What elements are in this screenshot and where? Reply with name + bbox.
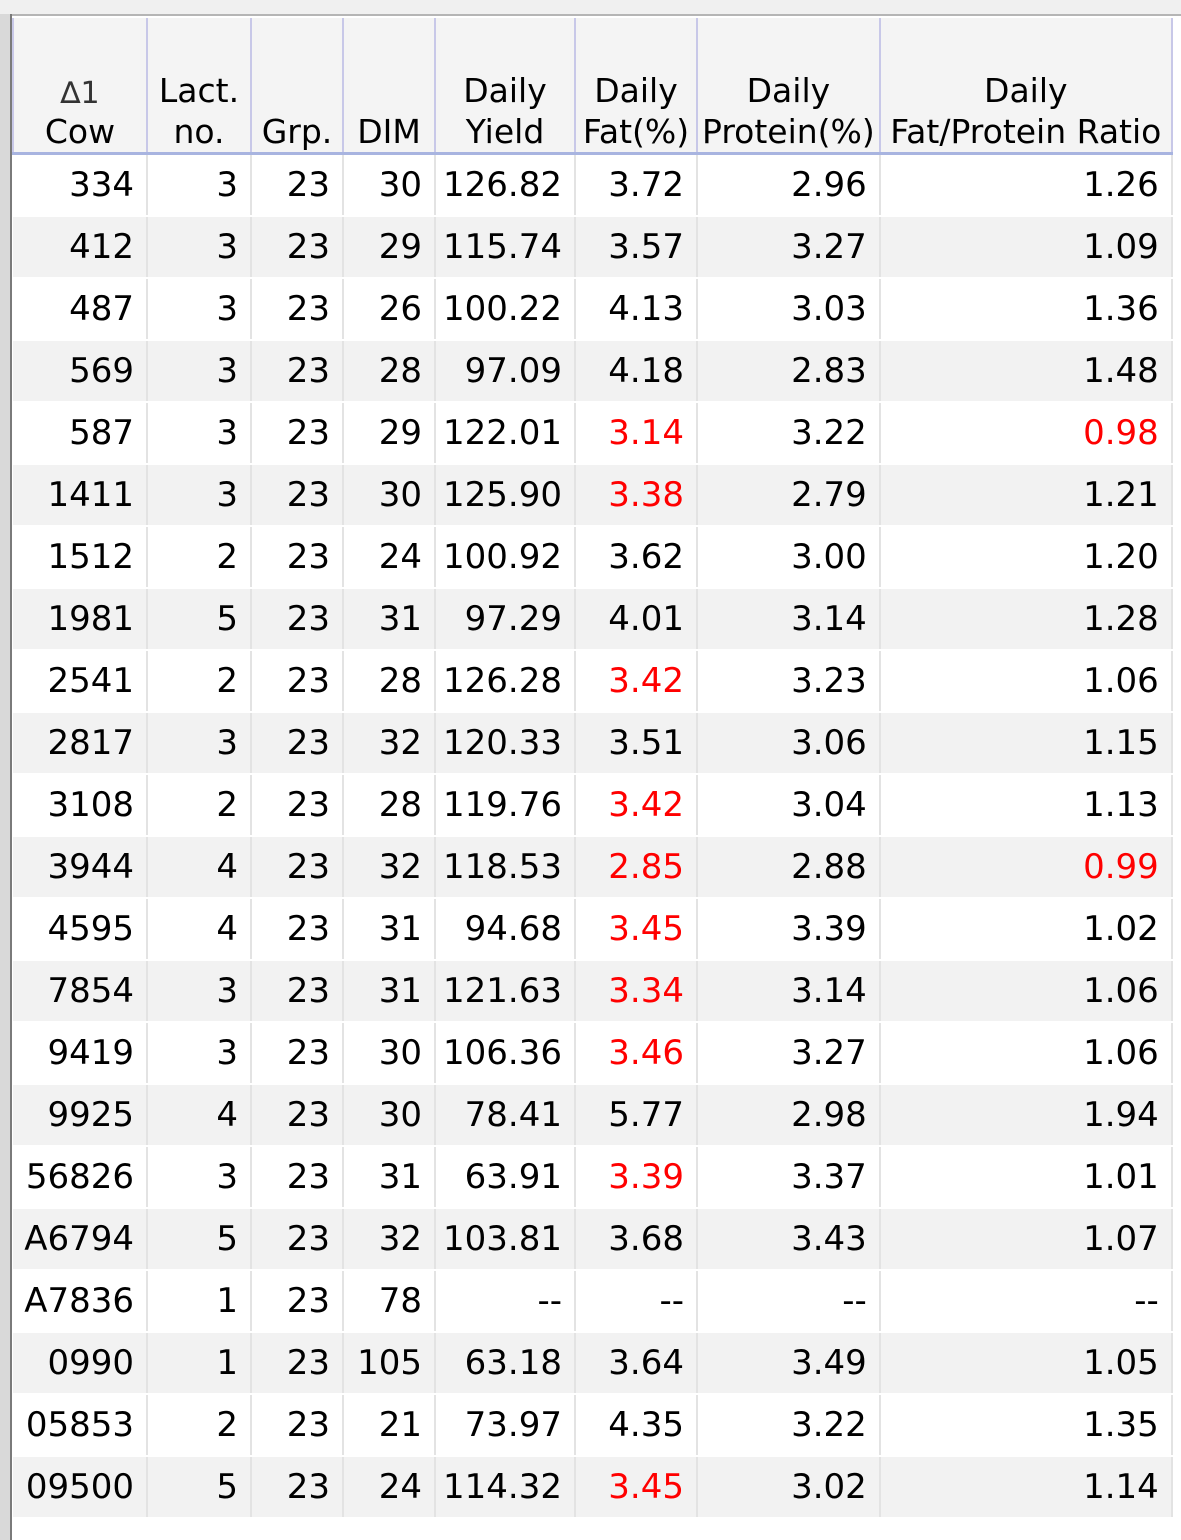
cell-cow: 569	[13, 340, 147, 402]
cell-dim: 24	[343, 526, 435, 588]
column-header-label: Daily	[594, 71, 678, 110]
cell-daily-yield: 125.90	[435, 464, 575, 526]
cell-dim: 21	[343, 1394, 435, 1456]
cell-fat-protein-ratio: 1.20	[880, 526, 1172, 588]
cell-daily-yield: 126.28	[435, 650, 575, 712]
cell-group: 23	[251, 1456, 343, 1518]
table-row[interactable]	[13, 712, 1172, 774]
cell-group: 23	[251, 774, 343, 836]
cell-cow: 3108	[13, 774, 147, 836]
column-header-label: Grp.	[261, 112, 333, 151]
cell-fat-protein-ratio: 1.21	[880, 464, 1172, 526]
cell-cow: 2817	[13, 712, 147, 774]
cell-cow: 56826	[13, 1146, 147, 1208]
cell-group: 23	[251, 1022, 343, 1084]
cell-dim: 32	[343, 1208, 435, 1270]
cell-cow: A6794	[13, 1208, 147, 1270]
cell-daily-yield: 114.32	[435, 1456, 575, 1518]
cell-daily-fat: 3.14	[575, 402, 697, 464]
cell-cow: 7854	[13, 960, 147, 1022]
table-row[interactable]	[13, 1208, 1172, 1270]
cell-daily-fat: 4.18	[575, 340, 697, 402]
column-header-dim[interactable]	[343, 18, 435, 154]
cell-daily-yield: 63.18	[435, 1332, 575, 1394]
cell-daily-yield: 126.82	[435, 154, 575, 217]
cell-daily-fat: 3.64	[575, 1332, 697, 1394]
cell-daily-protein: 3.06	[697, 712, 880, 774]
table-row[interactable]	[13, 402, 1172, 464]
cell-dim: 26	[343, 278, 435, 340]
table-row[interactable]	[13, 154, 1172, 217]
cell-daily-protein: 3.39	[697, 898, 880, 960]
cell-daily-protein: 3.23	[697, 650, 880, 712]
cell-daily-protein: 2.88	[697, 836, 880, 898]
column-header-label: Daily	[746, 71, 831, 110]
table-row[interactable]	[13, 216, 1172, 278]
cell-dim: 31	[343, 1146, 435, 1208]
cell-cow: 334	[13, 154, 147, 217]
cell-lactation: 4	[147, 836, 251, 898]
cell-daily-fat: 3.45	[575, 1456, 697, 1518]
cell-group: 23	[251, 1208, 343, 1270]
cell-daily-yield: 122.01	[435, 402, 575, 464]
column-header-label: Yield	[465, 112, 545, 151]
cell-fat-protein-ratio: 1.48	[880, 340, 1172, 402]
cell-cow: A7836	[13, 1270, 147, 1332]
cell-group: 23	[251, 1270, 343, 1332]
cell-daily-protein: 2.83	[697, 340, 880, 402]
cell-daily-fat: 3.42	[575, 774, 697, 836]
cell-dim: 28	[343, 650, 435, 712]
cell-lactation: 5	[147, 1208, 251, 1270]
table-row[interactable]	[13, 960, 1172, 1022]
cell-fat-protein-ratio: 1.06	[880, 1022, 1172, 1084]
cell-group: 23	[251, 154, 343, 217]
cell-dim: 30	[343, 154, 435, 217]
cell-group: 23	[251, 1084, 343, 1146]
table-row[interactable]	[13, 1270, 1172, 1332]
cell-daily-fat: --	[575, 1270, 697, 1332]
cell-daily-yield: 78.41	[435, 1084, 575, 1146]
cell-fat-protein-ratio: 1.14	[880, 1456, 1172, 1518]
column-header-daily-protein[interactable]	[697, 18, 880, 154]
cell-cow: 0990	[13, 1332, 147, 1394]
cell-daily-yield: 63.91	[435, 1146, 575, 1208]
cell-daily-fat: 4.35	[575, 1394, 697, 1456]
cell-cow: 4595	[13, 898, 147, 960]
cell-lactation: 3	[147, 960, 251, 1022]
cell-lactation: 3	[147, 278, 251, 340]
cell-cow: 412	[13, 216, 147, 278]
column-header-lactation[interactable]	[147, 18, 251, 154]
cell-fat-protein-ratio: 1.35	[880, 1394, 1172, 1456]
cell-lactation: 5	[147, 1456, 251, 1518]
table-row[interactable]	[13, 1022, 1172, 1084]
cell-group: 23	[251, 898, 343, 960]
cell-dim: 32	[343, 836, 435, 898]
cell-daily-protein: 3.03	[697, 278, 880, 340]
cell-cow: 9925	[13, 1084, 147, 1146]
cell-daily-protein: 2.98	[697, 1084, 880, 1146]
cell-daily-yield: 97.09	[435, 340, 575, 402]
cell-daily-fat: 3.46	[575, 1022, 697, 1084]
cell-fat-protein-ratio: 1.06	[880, 960, 1172, 1022]
cell-cow: 587	[13, 402, 147, 464]
cell-group: 23	[251, 836, 343, 898]
column-header-cow[interactable]	[13, 18, 147, 154]
cell-cow: 1981	[13, 588, 147, 650]
cell-cow: 487	[13, 278, 147, 340]
cell-lactation: 4	[147, 898, 251, 960]
table-row[interactable]	[13, 526, 1172, 588]
cell-dim: 30	[343, 1084, 435, 1146]
cell-fat-protein-ratio: 0.98	[880, 402, 1172, 464]
cell-lactation: 3	[147, 216, 251, 278]
cell-fat-protein-ratio: 1.05	[880, 1332, 1172, 1394]
cell-daily-protein: 3.14	[697, 588, 880, 650]
column-header-label: Fat(%)	[582, 112, 690, 151]
cell-daily-fat: 3.68	[575, 1208, 697, 1270]
cell-daily-yield: 121.63	[435, 960, 575, 1022]
cell-daily-protein: 3.22	[697, 1394, 880, 1456]
column-header-daily-yield[interactable]	[435, 18, 575, 154]
table-row[interactable]	[13, 1394, 1172, 1456]
column-header-label: Fat/Protein Ratio	[890, 112, 1162, 151]
table-row[interactable]	[13, 1332, 1172, 1394]
cell-daily-fat: 5.77	[575, 1084, 697, 1146]
cell-fat-protein-ratio: 1.01	[880, 1146, 1172, 1208]
cell-daily-yield: 106.36	[435, 1022, 575, 1084]
cell-group: 23	[251, 1394, 343, 1456]
cell-daily-fat: 2.85	[575, 836, 697, 898]
cell-dim: 29	[343, 216, 435, 278]
cell-daily-protein: 2.96	[697, 154, 880, 217]
cell-lactation: 3	[147, 1146, 251, 1208]
cell-fat-protein-ratio: 1.02	[880, 898, 1172, 960]
cell-cow: 09500	[13, 1456, 147, 1518]
column-header-label: Daily	[984, 71, 1068, 110]
cell-daily-protein: 3.14	[697, 960, 880, 1022]
cell-daily-yield: 119.76	[435, 774, 575, 836]
table-row[interactable]	[13, 588, 1172, 650]
cell-daily-yield: 100.22	[435, 278, 575, 340]
cell-group: 23	[251, 464, 343, 526]
cell-daily-yield: 97.29	[435, 588, 575, 650]
grid-body	[13, 154, 1172, 1519]
cell-dim: 105	[343, 1332, 435, 1394]
cell-fat-protein-ratio: 1.07	[880, 1208, 1172, 1270]
table-row[interactable]	[13, 836, 1172, 898]
cell-cow: 1411	[13, 464, 147, 526]
table-row[interactable]	[13, 340, 1172, 402]
cell-daily-yield: 120.33	[435, 712, 575, 774]
cell-daily-protein: --	[697, 1270, 880, 1332]
cell-daily-protein: 3.22	[697, 402, 880, 464]
cell-lactation: 3	[147, 1022, 251, 1084]
cell-daily-fat: 3.62	[575, 526, 697, 588]
cell-cow: 3944	[13, 836, 147, 898]
column-header-label: Cow	[44, 112, 116, 151]
cell-daily-protein: 3.04	[697, 774, 880, 836]
cell-daily-fat: 3.45	[575, 898, 697, 960]
column-header-fat-protein-ratio[interactable]	[880, 18, 1172, 154]
column-header-label: DIM	[357, 112, 421, 151]
cell-daily-fat: 3.72	[575, 154, 697, 217]
table-row[interactable]	[13, 650, 1172, 712]
cell-daily-yield: --	[435, 1270, 575, 1332]
cell-daily-yield: 115.74	[435, 216, 575, 278]
cell-lactation: 2	[147, 526, 251, 588]
cell-daily-fat: 3.42	[575, 650, 697, 712]
sort-ascending-icon: ∆1	[60, 76, 100, 111]
table-row[interactable]	[13, 1456, 1172, 1518]
cell-fat-protein-ratio: 1.13	[880, 774, 1172, 836]
cell-lactation: 1	[147, 1332, 251, 1394]
cell-group: 23	[251, 340, 343, 402]
cell-lactation: 3	[147, 712, 251, 774]
header-row	[13, 18, 1172, 154]
cell-daily-fat: 3.39	[575, 1146, 697, 1208]
cell-lactation: 3	[147, 340, 251, 402]
cell-fat-protein-ratio: 1.06	[880, 650, 1172, 712]
table-row[interactable]	[13, 278, 1172, 340]
window-left-edge	[0, 14, 12, 1540]
cell-daily-protein: 3.37	[697, 1146, 880, 1208]
table-row[interactable]	[13, 464, 1172, 526]
cell-lactation: 2	[147, 1394, 251, 1456]
cell-group: 23	[251, 712, 343, 774]
cell-dim: 78	[343, 1270, 435, 1332]
cell-daily-fat: 3.57	[575, 216, 697, 278]
cell-cow: 1512	[13, 526, 147, 588]
cell-group: 23	[251, 588, 343, 650]
cell-dim: 30	[343, 1022, 435, 1084]
cell-group: 23	[251, 216, 343, 278]
cell-daily-yield: 100.92	[435, 526, 575, 588]
cell-daily-fat: 4.01	[575, 588, 697, 650]
cell-lactation: 3	[147, 464, 251, 526]
cell-daily-protein: 3.02	[697, 1456, 880, 1518]
cell-group: 23	[251, 1146, 343, 1208]
cell-lactation: 3	[147, 402, 251, 464]
cell-dim: 32	[343, 712, 435, 774]
cell-fat-protein-ratio: 1.28	[880, 588, 1172, 650]
column-header-label: Protein(%)	[702, 112, 875, 151]
cell-lactation: 3	[147, 154, 251, 217]
cell-fat-protein-ratio: 1.94	[880, 1084, 1172, 1146]
cell-lactation: 4	[147, 1084, 251, 1146]
cell-cow: 05853	[13, 1394, 147, 1456]
table-row[interactable]	[13, 1084, 1172, 1146]
table-row[interactable]	[13, 774, 1172, 836]
cell-dim: 31	[343, 898, 435, 960]
cell-lactation: 1	[147, 1270, 251, 1332]
cow-data-grid	[12, 18, 1173, 1519]
cell-lactation: 2	[147, 774, 251, 836]
cell-group: 23	[251, 402, 343, 464]
window-top-edge	[0, 0, 1181, 16]
column-header-label: Daily	[463, 71, 547, 110]
cell-fat-protein-ratio: 1.26	[880, 154, 1172, 217]
table-row[interactable]	[13, 1146, 1172, 1208]
cell-lactation: 2	[147, 650, 251, 712]
cell-daily-yield: 73.97	[435, 1394, 575, 1456]
cell-fat-protein-ratio: --	[880, 1270, 1172, 1332]
cell-daily-fat: 3.38	[575, 464, 697, 526]
cell-fat-protein-ratio: 1.36	[880, 278, 1172, 340]
cell-dim: 30	[343, 464, 435, 526]
column-header-label: Lact.	[158, 71, 240, 110]
cell-dim: 28	[343, 774, 435, 836]
cell-group: 23	[251, 278, 343, 340]
cell-group: 23	[251, 1332, 343, 1394]
column-header-label: no.	[173, 112, 225, 151]
column-header-group[interactable]	[251, 18, 343, 154]
cell-cow: 2541	[13, 650, 147, 712]
cell-daily-fat: 3.34	[575, 960, 697, 1022]
cell-daily-protein: 3.43	[697, 1208, 880, 1270]
cell-daily-fat: 3.51	[575, 712, 697, 774]
cell-daily-yield: 103.81	[435, 1208, 575, 1270]
cell-dim: 31	[343, 588, 435, 650]
cell-dim: 28	[343, 340, 435, 402]
cell-daily-fat: 4.13	[575, 278, 697, 340]
cell-dim: 24	[343, 1456, 435, 1518]
cell-lactation: 5	[147, 588, 251, 650]
cell-cow: 9419	[13, 1022, 147, 1084]
column-header-daily-fat[interactable]	[575, 18, 697, 154]
cell-dim: 31	[343, 960, 435, 1022]
cell-daily-yield: 94.68	[435, 898, 575, 960]
cell-daily-protein: 3.49	[697, 1332, 880, 1394]
cell-group: 23	[251, 526, 343, 588]
cell-daily-protein: 3.27	[697, 1022, 880, 1084]
cell-daily-yield: 118.53	[435, 836, 575, 898]
cell-fat-protein-ratio: 1.09	[880, 216, 1172, 278]
cell-daily-protein: 3.00	[697, 526, 880, 588]
cell-daily-protein: 2.79	[697, 464, 880, 526]
cell-dim: 29	[343, 402, 435, 464]
cell-fat-protein-ratio: 1.15	[880, 712, 1172, 774]
cell-daily-protein: 3.27	[697, 216, 880, 278]
cell-group: 23	[251, 650, 343, 712]
cell-fat-protein-ratio: 0.99	[880, 836, 1172, 898]
table-row[interactable]	[13, 898, 1172, 960]
cell-group: 23	[251, 960, 343, 1022]
